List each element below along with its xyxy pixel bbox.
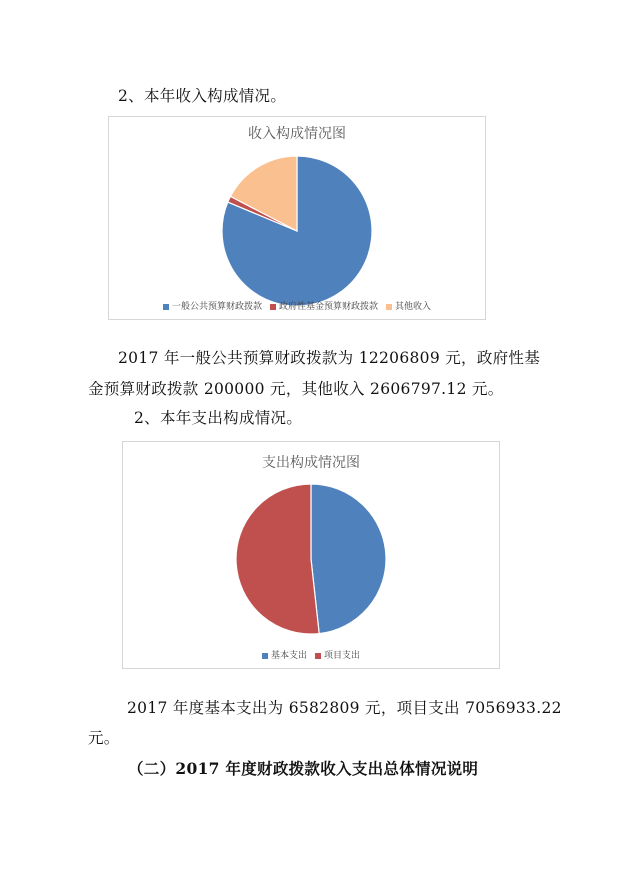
expense-pie-svg (123, 442, 499, 668)
legend-label: 一般公共预算财政拨款 (171, 302, 262, 312)
expense-paragraph-line-1: 2017 年度基本支出为 6582809 元，项目支出 7056933.22 (127, 699, 562, 717)
legend-swatch (163, 304, 169, 310)
income-pie-svg (109, 117, 485, 319)
income-pie-chart (108, 116, 486, 320)
legend-item (262, 648, 307, 661)
legend-swatch (315, 653, 321, 659)
legend-label: 基本支出 (270, 651, 307, 661)
income-paragraph-line-1: 2017 年一般公共预算财政拨款为 12206809 元，政府性基 (118, 349, 541, 367)
legend-label: 政府性基金预算财政拨款 (278, 302, 378, 312)
section-two-heading: （二）2017 年度财政拨款收入支出总体情况说明 (128, 759, 479, 778)
expense-pie-chart (122, 441, 500, 669)
legend-item (386, 299, 431, 312)
legend-swatch (262, 653, 268, 659)
legend-item (270, 299, 378, 312)
expense-structure-heading: 2、本年支出构成情况。 (134, 409, 303, 427)
legend-label: 项目支出 (324, 651, 361, 661)
income-structure-heading: 2、本年收入构成情况。 (118, 87, 287, 105)
expense-chart-legend (123, 648, 499, 661)
income-chart-legend (109, 299, 485, 312)
expense-paragraph-line-2: 元。 (88, 729, 120, 747)
legend-item (163, 299, 262, 312)
legend-item (315, 648, 360, 661)
pie-slice-2 (236, 484, 319, 634)
legend-swatch (270, 304, 276, 310)
legend-swatch (386, 304, 392, 310)
legend-label: 其他收入 (395, 302, 432, 312)
expense-chart-title: 支出构成情况图 (262, 455, 360, 471)
income-chart-title: 收入构成情况图 (248, 126, 346, 142)
pie-slice-1 (311, 484, 386, 634)
income-paragraph-line-2: 金预算财政拨款 200000 元，其他收入 2606797.12 元。 (88, 380, 504, 398)
